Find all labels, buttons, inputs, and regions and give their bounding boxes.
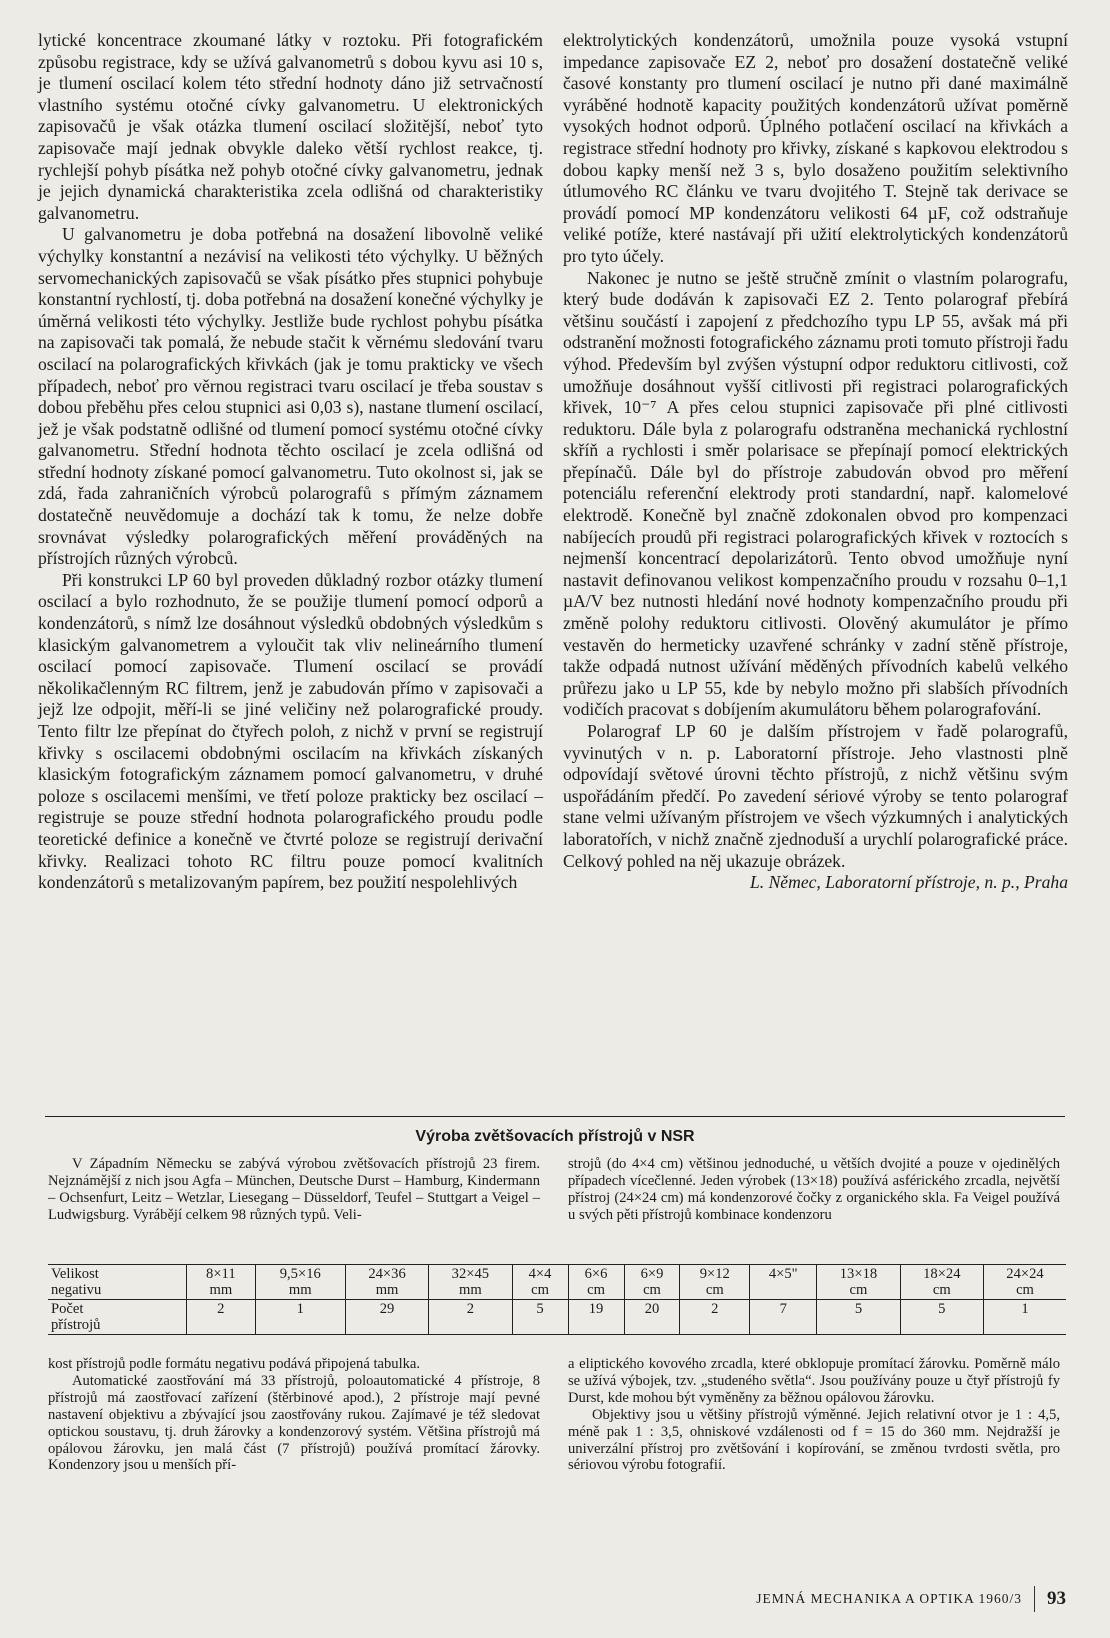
size-value: 13×18	[839, 1266, 878, 1282]
size-value: 24×24	[1006, 1266, 1044, 1282]
size-value: 6×6	[584, 1266, 608, 1282]
paragraph: lytické koncentrace zkoumané látky v roztoku. Při fotografickém způsobu registrace, kdy se užívá galvanometrů s dobou kyvu asi 10 s, je tlumení oscilací kolem této střední hodnoty dáno již setrvačností vlastního systému otočné cívky galvanometru. U elektronických zapisovačů je však otázka tlumení oscilací složitější, neboť tyto zapisovače mají jednak obvykle daleko větší rychlost reakce, tj. rychlejší pohyb písátka než pohyb otočné cívky galvanometru, jednak je jejich dynamická charakteristika zcela odlišná od charakteristiky galvanometru.	[38, 30, 543, 223]
size-value: 4×5"	[768, 1266, 798, 1282]
paragraph: elektrolytických kondenzátorů, umožnila pouze vysoká vstupní impedance zapisovače EZ 2, neboť pro dosažení dostatečně veliké časové konstanty pro tlumení oscilací je nutno při dané maximálně vyráběné hodnotě kapacity použitých kondenzátorů užívat poměrně vysokých hodnot odporů. Úplného potlačení oscilací na křivkách a registrace střední hodnoty pro křivky, získané s kapkovou elektrodou s dobou kapky menší než 3 s, bylo dosaženo použitím selektivního útlumového RC článku ve tvaru dvojitého T. Stejně tak derivace se provádí pomocí MP kondenzátoru velikosti 64 µF, což odstraňuje veliké potíže, které nastávají při užití elektrolytických kondenzátorů pro tyto účely.	[563, 30, 1068, 266]
negative-format-table	[48, 1264, 1066, 1335]
size-value: 8×11	[206, 1266, 236, 1282]
count-cell: 1	[983, 1300, 1066, 1335]
size-cell	[680, 1265, 750, 1300]
paragraph: Objektivy jsou u většiny přístrojů výměnné. Jejich relativní otvor je 1 : 4,5, méně pak 1 : 3,5, ohniskové vzdálenosti od f = 15 do 360 mm. Nejdražší je univerzální přístroj pro zvětšování i kopírování, se změnou tvrdosti světla, pro sériovou výrobu fotografií.	[568, 1406, 1060, 1474]
section-divider	[45, 1116, 1065, 1117]
label-line: Počet	[51, 1301, 84, 1317]
size-cell	[983, 1265, 1066, 1300]
count-cell: 20	[624, 1300, 680, 1335]
journal-name: JEMNÁ MECHANIKA A OPTIKA 1960/3	[756, 1591, 1022, 1606]
size-cell	[750, 1265, 817, 1300]
count-cell: 29	[345, 1300, 428, 1335]
count-cell: 19	[568, 1300, 624, 1335]
size-value: 9×12	[699, 1266, 730, 1282]
size-cell	[429, 1265, 512, 1300]
paragraph: strojů (do 4×4 cm) většinou jednoduché, u větších dvojité a pouze v ojedinělých případech vícečlenné. Jeden výrobek (13×18) používá asférického zrcadla, největší přístroj (24×24 cm) má kondenzorové čočky z organického skla. Fa Veigel používá u svých pěti přístrojů kombinace kondenzoru	[568, 1156, 1060, 1223]
label-line: přístrojů	[51, 1317, 101, 1333]
count-cell: 5	[900, 1300, 983, 1335]
size-unit: mm	[375, 1282, 399, 1298]
page-number: 93	[1047, 1588, 1066, 1609]
size-cell	[817, 1265, 900, 1300]
size-unit: cm	[849, 1282, 868, 1298]
count-cell: 1	[255, 1300, 345, 1335]
paragraph: Polarograf LP 60 je dalším přístrojem v řadě polarografů, vyvinutých v n. p. Laboratorní přístroje. Jeho vlastnosti plně odpovídají světové úrovni těchto přístrojů, z nichž většinu svým uspořádáním předčí. Po zavedení sériové výroby se tento polarograf stane velmi užívaným přístrojem ve všech výzkumných i analytických laboratořích, v nichž značně zjednoduší a urychlí polarografické práce. Celkový pohled na něj ukazuje obrázek.	[563, 721, 1068, 871]
table-row-counts	[48, 1300, 1066, 1335]
page-footer	[756, 1586, 1066, 1612]
size-unit: cm	[643, 1282, 661, 1298]
count-cell: 5	[512, 1300, 568, 1335]
size-cell	[187, 1265, 256, 1300]
article2-bottom-right-text	[568, 1356, 1060, 1474]
size-unit: mm	[288, 1282, 312, 1298]
article2-top-right-text	[568, 1156, 1060, 1224]
count-cell: 7	[750, 1300, 817, 1335]
size-value: 24×36	[368, 1266, 406, 1282]
size-cell	[345, 1265, 428, 1300]
size-cell	[568, 1265, 624, 1300]
label-line: negativu	[51, 1282, 102, 1298]
size-unit: mm	[459, 1282, 482, 1298]
count-cell: 2	[429, 1300, 512, 1335]
size-unit: cm	[531, 1282, 549, 1298]
paragraph: Automatické zaostřování má 33 přístrojů, poloautomatické 4 přístroje, 8 přístrojů má zaostřovací zařízení (štěrbinové apod.), 2 přístroje mají pevné nastavení objektivu a zbývající jsou zaostřovány rukou. Zajímavé je též sledovat optickou soustavu, tj. druh žárovky a kondenzorový systém. Většina přístrojů má opálovou žárovku, jen malá část (7 přístrojů) používá promítací žárovky. Kondenzory jsou u menších pří-	[48, 1372, 540, 1474]
section-title: Výroba zvětšovacích přístrojů v NSR	[415, 1128, 695, 1145]
size-unit: cm	[1016, 1282, 1034, 1298]
size-value: 9,5×16	[279, 1266, 321, 1282]
author-signature: L. Němec, Laboratorní přístroje, n. p., Praha	[749, 872, 1068, 893]
paragraph: Při konstrukci LP 60 byl proveden důkladný rozbor otázky tlumení oscilací a bylo rozhodnuto, že se použije tlumení pomocí odporů a kondenzátorů, s nímž lze dosáhnout výsledků obdobných výsledkům s klasickým galvanometrem a vyloučit tak vliv nelineárního tlumení oscilací pomocí zapisovače. Tlumení oscilací se provádí několikačlenným RC filtrem, jenž je zabudován přímo v zapisovači a jejž lze odpojit, měří-li se jiné veličiny než polarografické proudy. Tento filtr lze přepínat do čtyřech poloh, z nichž v první se registrují křivky s oscilacemi obdobnými oscilacím na křivkách získaných klasickým fotografickým záznamem pomocí galvanometru, v druhé poloze s oscilacemi menšími, ve třetí poloze prakticky bez oscilací – registruje se pouze střední hodnota polarografického proudu podle teoretické definice a konečně ve čtvrté poloze se registrují derivační křivky. Realizaci tohoto RC filtru pouze pomocí kvalitních kondenzátorů s metalizovaným papírem, bez použití nespolehlivých	[38, 569, 543, 893]
size-cell	[512, 1265, 568, 1300]
count-cell: 5	[817, 1300, 900, 1335]
size-value: 32×45	[451, 1266, 490, 1282]
size-cell	[900, 1265, 983, 1300]
article1-right-column	[563, 30, 1068, 894]
row-label	[48, 1265, 187, 1300]
size-value: 6×9	[640, 1266, 664, 1282]
size-cell	[624, 1265, 680, 1300]
paragraph: V Západním Německu se zabývá výrobou zvětšovacích přístrojů 23 firem. Nejznámější z nich jsou Agfa – München, Deutsche Durst – Hamburg, Kindermann – Ochsenfurt, Leitz – Wetzlar, Liesegang – Düsseldorf, Teufel – Stuttgart a Veigel – Ludwigsburg. Vyrábějí celkem 98 různých typů. Veli-	[48, 1156, 540, 1223]
size-unit: cm	[587, 1282, 605, 1298]
article2-bottom-left-text	[48, 1356, 540, 1474]
row-label	[48, 1300, 187, 1335]
size-cell	[255, 1265, 345, 1300]
article1-left-column	[38, 30, 543, 894]
size-unit: cm	[932, 1282, 951, 1298]
size-value: 4×4	[528, 1266, 552, 1282]
count-cell: 2	[680, 1300, 750, 1335]
paragraph: a eliptického kovového zrcadla, které obklopuje promítací žárovku. Poměrně málo se užívá výbojek, tzv. „studeného světla“. Jsou používány pouze u čtyř přístrojů fy Durst, kde mohou být vyměněny za běžnou opálovou žárovku.	[568, 1356, 1060, 1406]
size-value: 18×24	[923, 1266, 961, 1282]
size-unit: cm	[705, 1282, 724, 1298]
paragraph: kost přístrojů podle formátu negativu podává připojená tabulka.	[48, 1356, 421, 1372]
article2-top-left-text	[48, 1156, 540, 1224]
footer-divider	[1034, 1586, 1035, 1612]
paragraph: Nakonec je nutno se ještě stručně zmínit o vlastním polarografu, který bude dodáván k zapisovači EZ 2. Tento polarograf přebírá většinu součástí i zapojení z předchozího typu LP 55, avšak má při odstranění možnosti fotografického záznamu proti tomuto přístroji řadu výhod. Především byl zvýšen výstupní odpor reduktoru citlivosti, což umožňuje dosáhnout vyšší citlivosti při registraci polarografických křivek, 10⁻⁷ A přes celou stupnici zapisovače při plné citlivosti reduktoru. Dále byla z polarografu odstraněna mechanická rychlostní skříň a rychlosti i směr polarisace se přepínají pomocí elektrických přepínačů. Dále byl do přístroje zabudován obvod pro měření potenciálu referenční elektrody proti standardní, např. kalomelové elektrodě. Konečně byl značně zdokonalen obvod pro kompenzaci nabíjecích proudů při registraci polarografických křivek v roztocích s nejmenší koncentrací depolarizátorů. Tento obvod umožňuje nyní nastavit definovanou velikost kompenzačního proudu v rozsahu 0–1,1 µA/V bez nutnosti hledání nové hodnoty kompenzačního proudu při změně polohy reduktoru citlivosti. Olověný akumulátor je přímo vestavěn do hermeticky uzavřené schránky v zadní stěně přístroje, takže odpadá nutnost užívání měděných přívodních kabelů velkého průřezu jako u LP 55, kde by nebylo možno při slabších přívodních vodičích pracovat s dobíjením akumulátoru během polarografování.	[563, 267, 1068, 720]
label-line: Velikost	[51, 1266, 99, 1282]
count-cell: 2	[187, 1300, 256, 1335]
paragraph: U galvanometru je doba potřebná na dosažení libovolně veliké výchylky konstantní a nezávisí na velikosti této výchylky. U běžných servomechanických zapisovačů se však písátko přes stupnici pohybuje konstantní rychlostí, tj. doba potřebná na dosažení konečné výchylky je úměrná velikosti této výchylky. Jestliže bude rychlost pohybu písátka na zapisovači tak pomalá, že nebude stačit k věrnému sledování tvaru oscilací na polarografických křivkách (jak je tomu prakticky ve všech případech, neboť pro věrnou registraci tvaru oscilací je třeba soustav s dobou přeběhu přes celou stupnici asi 0,03 s), nastane tlumení oscilací, jež je však podstatně odlišné od tlumení pomocí systému otočné cívky galvanometru. Střední hodnota těchto oscilací je zcela odlišná od střední hodnoty získané pomocí galvanometru. Tuto okolnost si, jak se zdá, řada zahraničních výrobců polarografů s přímým záznamem dostatečně neuvědomuje a dochází tak k tomu, že nelze dobře srovnávat výsledky polarografických měření prováděných na přístrojích různých výrobců.	[38, 224, 543, 569]
table-row-sizes	[48, 1265, 1066, 1300]
size-unit: mm	[209, 1282, 233, 1298]
